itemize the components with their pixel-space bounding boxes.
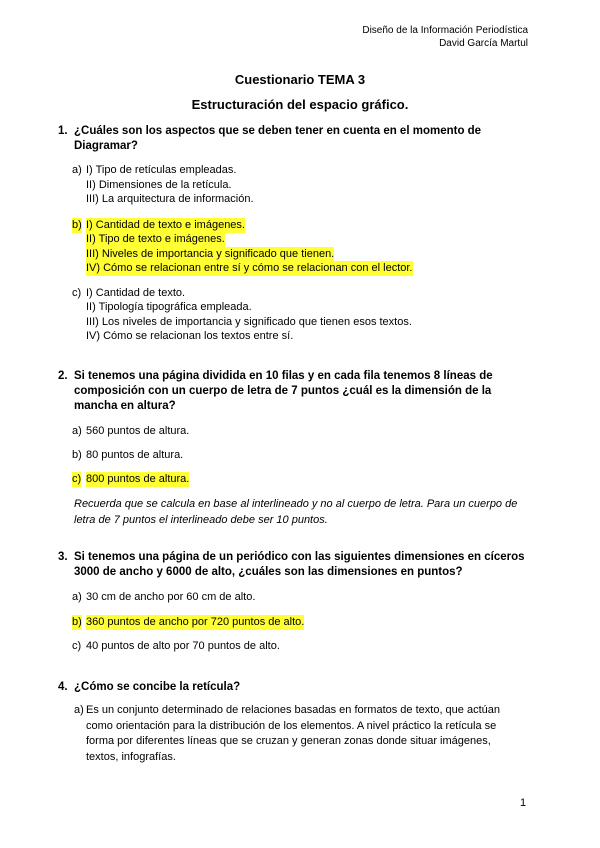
option-label: a) [74, 704, 84, 716]
option-line: II) Tipo de texto e imágenes. [86, 233, 225, 245]
option-line: I) Tipo de retículas empleadas. [86, 164, 237, 176]
option-line: II) Tipología tipográfica empleada. [86, 301, 252, 313]
question-text: Si tenemos una página de un periódico con las siguientes dimensiones en cíceros 3000 de ancho y 6000 de alto, ¿cuáles son las dimensiones en puntos? [74, 551, 525, 578]
page-number: 1 [520, 797, 527, 809]
page-header [362, 24, 528, 50]
option-label: b) [72, 616, 82, 628]
option-label: a) [72, 591, 82, 603]
option-label: a) [72, 425, 82, 437]
option-label: c) [72, 473, 82, 485]
question-3 [58, 550, 528, 580]
option-line: I) Cantidad de texto. [86, 287, 186, 299]
question-2 [58, 369, 528, 414]
option-line: III) La arquitectura de información. [86, 193, 254, 205]
option-text: 560 puntos de altura. [86, 425, 190, 437]
author-name: David García Martul [439, 38, 528, 49]
option-line: II) Dimensiones de la retícula. [86, 179, 232, 191]
option-text: Es un conjunto determinado de relaciones basadas en formatos de texto, que actúan como orientación para la distribución de los elementos. A nivel práctico la retícula se forma por diferentes líneas que se cruzan y generan zonas donde situar imágenes, textos, infografías. [86, 704, 500, 763]
question-number: 2. [58, 370, 68, 382]
option-line: IV) Cómo se relacionan los textos entre sí. [86, 330, 294, 342]
question-number: 4. [58, 681, 68, 693]
question-text: ¿Cómo se concibe la retícula? [74, 681, 241, 693]
option-line: III) Niveles de importancia y significado que tienen. [86, 248, 335, 260]
question-text: Si tenemos una página dividida en 10 filas y en cada fila tenemos 8 líneas de composición con un cuerpo de letra de 7 puntos ¿cuál es la dimensión de la mancha en altura? [74, 370, 493, 412]
document-subtitle: Estructuración del espacio gráfico. [191, 97, 409, 112]
option-line: III) Los niveles de importancia y significado que tienen esos textos. [86, 316, 412, 328]
option-text: 360 puntos de ancho por 720 puntos de alto. [86, 616, 305, 628]
option-label: c) [72, 640, 82, 652]
option-text: 40 puntos de alto por 70 puntos de alto. [86, 640, 280, 652]
option-text: 30 cm de ancho por 60 cm de alto. [86, 591, 256, 603]
option-text: 800 puntos de altura. [86, 473, 190, 485]
question-number: 3. [58, 551, 68, 563]
question-number: 1. [58, 125, 68, 137]
option-line: IV) Cómo se relacionan entre sí y cómo se relacionan con el lector. [86, 262, 413, 274]
option-label: c) [72, 287, 82, 299]
option-label: b) [72, 219, 82, 231]
question-1 [58, 124, 528, 154]
q2-note: Recuerda que se calcula en base al interlineado y no al cuerpo de letra. Para un cuerpo de letra de 7 puntos el interlineado debe ser 10 puntos. [74, 498, 518, 526]
option-line: I) Cantidad de texto e imágenes. [86, 219, 245, 231]
course-name: Diseño de la Información Periodística [362, 25, 528, 36]
question-text: ¿Cuáles son los aspectos que se deben tener en cuenta en el momento de Diagramar? [74, 125, 482, 152]
option-text: 80 puntos de altura. [86, 449, 184, 461]
question-4 [58, 680, 528, 695]
option-label: b) [72, 449, 82, 461]
option-label: a) [72, 164, 82, 176]
document-title: Cuestionario TEMA 3 [234, 72, 366, 87]
